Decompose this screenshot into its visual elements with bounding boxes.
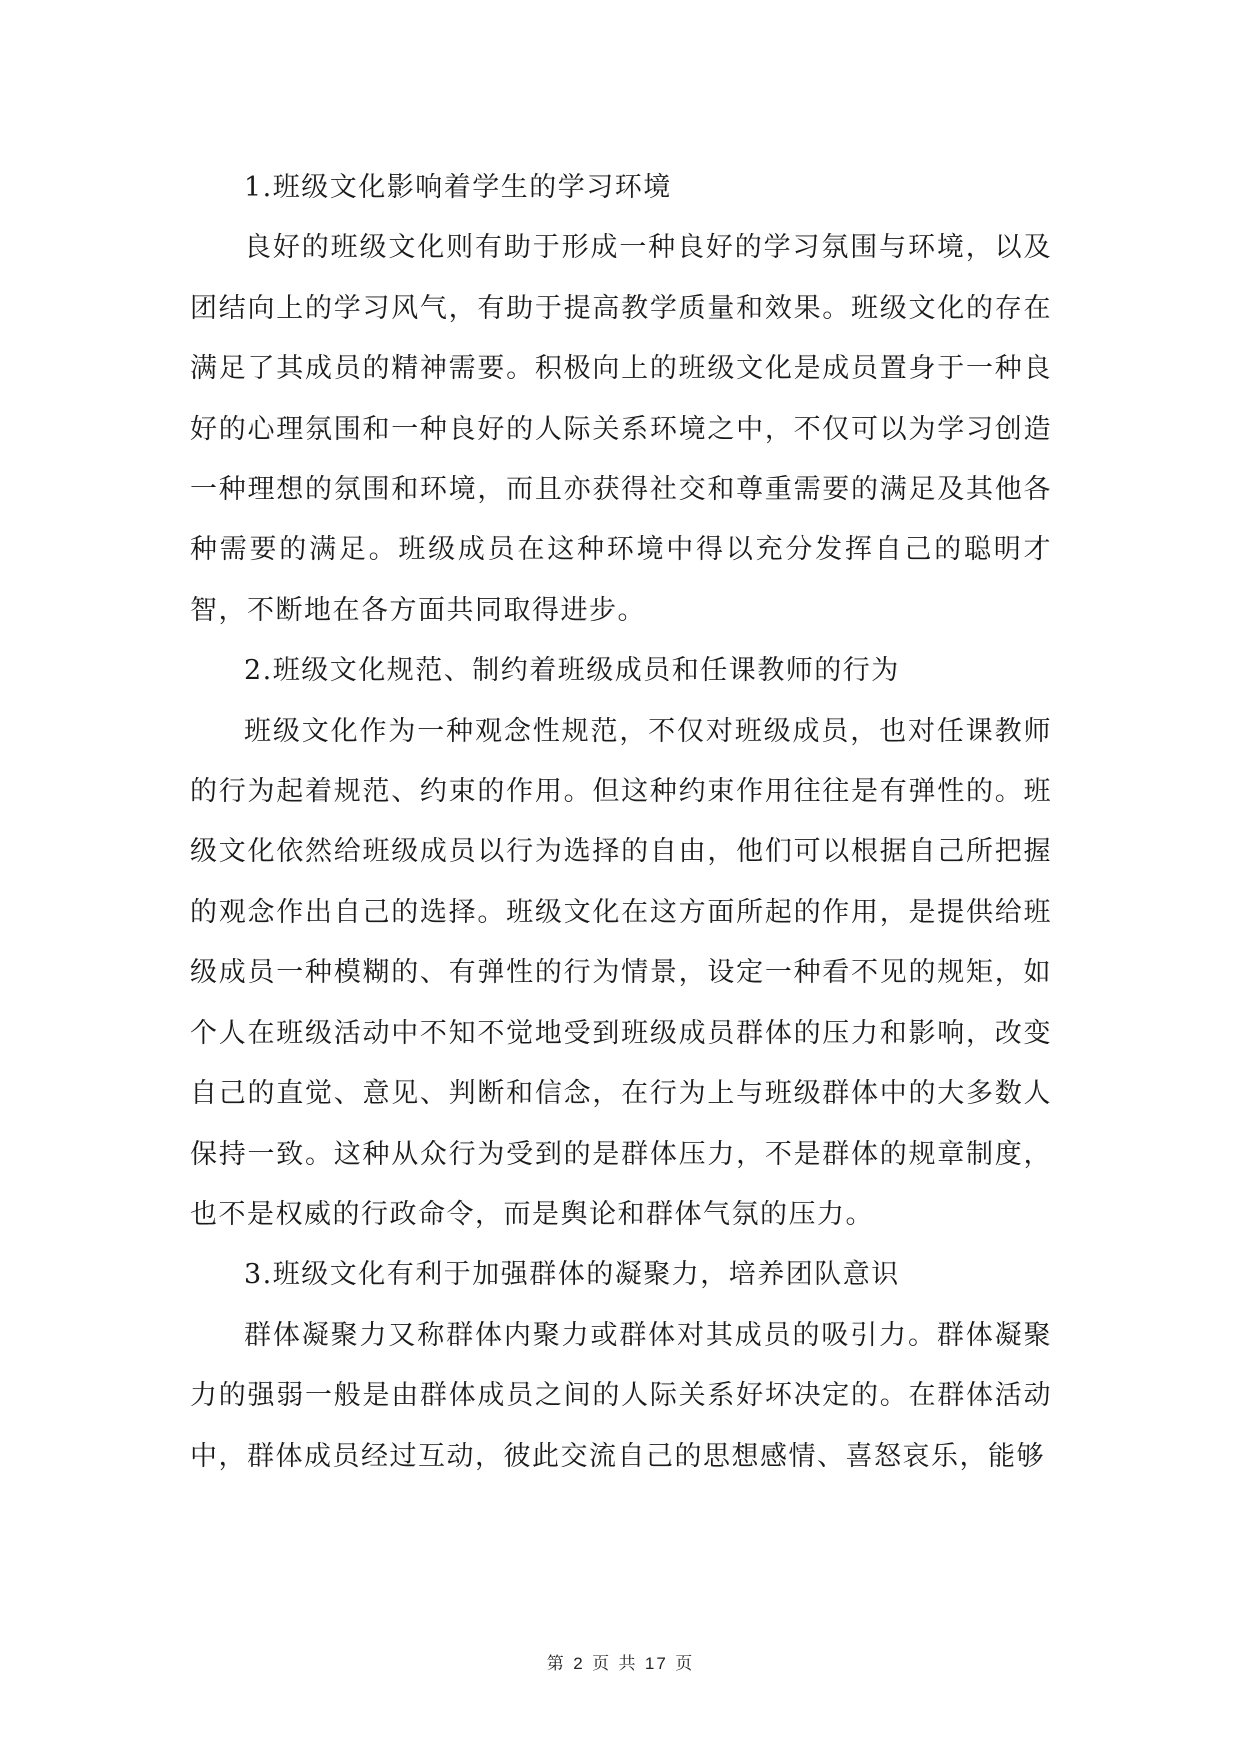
footer-prefix: 第: [546, 1654, 566, 1674]
footer-middle: 页 共: [592, 1654, 638, 1674]
footer-total-pages: 17: [644, 1654, 668, 1673]
section-heading-3: 3.班级文化有利于加强群体的凝聚力，培养团队意识: [244, 1259, 900, 1291]
page-content: [190, 158, 1052, 1487]
section-paragraph-3: 群体凝聚力又称群体内聚力或群体对其成员的吸引力。群体凝聚力的强弱一般是由群体成员之间的人际关系好坏决定的。在群体活动中，群体成员经过互动，彼此交流自己的思想感情、喜怒哀乐，能够: [190, 1319, 1052, 1472]
section-paragraph-1: 良好的班级文化则有助于形成一种良好的学习氛围与环境，以及团结向上的学习风气，有助于提高教学质量和效果。班级文化的存在满足了其成员的精神需要。积极向上的班级文化是成员置身于一种良好的心理氛围和一种良好的人际关系环境之中，不仅可以为学习创造一种理想的氛围和环境，而且亦获得社交和尊重需要的满足及其他各种需要的满足。班级成员在这种环境中得以充分发挥自己的聪明才智，不断地在各方面共同取得进步。: [190, 232, 1052, 626]
page-footer: [0, 1652, 1241, 1676]
section-paragraph-2: 班级文化作为一种观念性规范，不仅对班级成员，也对任课教师的行为起着规范、约束的作用。但这种约束作用往往是有弹性的。班级文化依然给班级成员以行为选择的自由，他们可以根据自己所把握的观念作出自己的选择。班级文化在这方面所起的作用，是提供给班级成员一种模糊的、有弹性的行为情景，设定一种看不见的规矩，如个人在班级活动中不知不觉地受到班级成员群体的压力和影响，改变自己的直觉、意见、判断和信念，在行为上与班级群体中的大多数人保持一致。这种从众行为受到的是群体压力，不是群体的规章制度，也不是权威的行政命令，而是舆论和群体气氛的压力。: [190, 715, 1052, 1230]
section-heading-1: 1.班级文化影响着学生的学习环境: [244, 172, 672, 203]
section-heading-2: 2.班级文化规范、制约着班级成员和任课教师的行为: [244, 655, 900, 687]
footer-current-page: 2: [573, 1654, 585, 1673]
footer-suffix: 页: [675, 1654, 695, 1674]
